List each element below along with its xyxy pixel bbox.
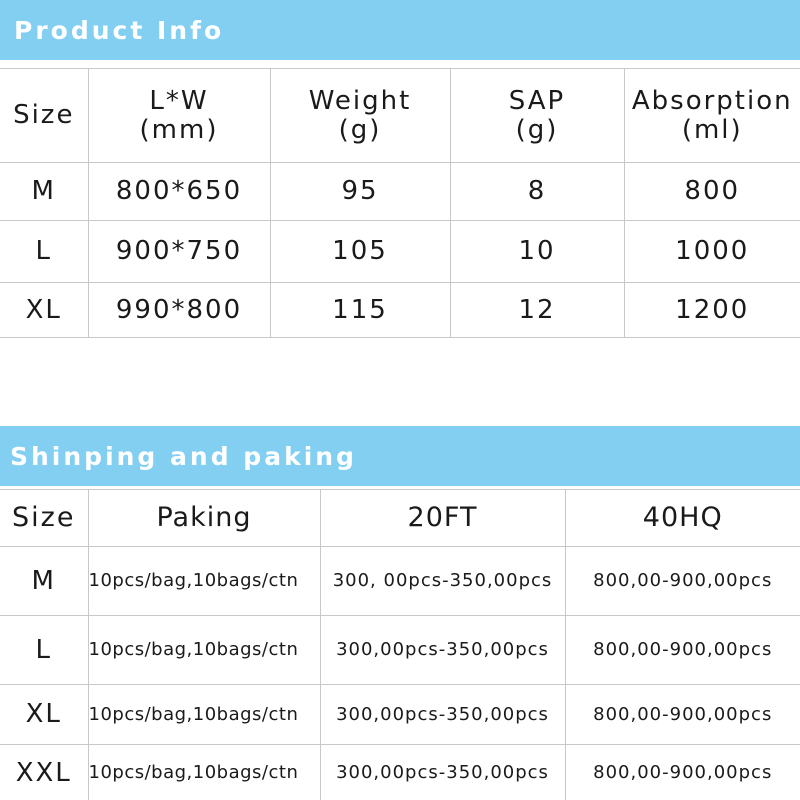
header-40hq: 40HQ	[565, 490, 800, 547]
header-absorption-name: Absorption	[631, 85, 793, 116]
cell-size: XL	[0, 685, 88, 745]
cell-size: M	[0, 163, 88, 221]
header-paking: Paking	[88, 490, 320, 547]
cell-paking: 10pcs/bag,10bags/ctn	[88, 616, 320, 685]
table-row	[0, 685, 800, 745]
product-info-banner	[0, 0, 800, 60]
cell-absorption: 1200	[624, 283, 800, 338]
cell-lw: 990*800	[88, 283, 270, 338]
shipping-banner	[0, 426, 800, 486]
cell-size: L	[0, 616, 88, 685]
cell-lw: 800*650	[88, 163, 270, 221]
cell-weight: 115	[270, 283, 450, 338]
header-weight	[270, 69, 450, 163]
table-row	[0, 221, 800, 283]
cell-weight: 95	[270, 163, 450, 221]
shipping-table	[0, 489, 800, 800]
cell-sap: 8	[450, 163, 624, 221]
cell-20ft: 300,00pcs-350,00pcs	[320, 685, 565, 745]
cell-size: M	[0, 547, 88, 616]
cell-size: XXL	[0, 745, 88, 800]
table-row	[0, 745, 800, 800]
cell-sap: 12	[450, 283, 624, 338]
cell-size: XL	[0, 283, 88, 338]
header-absorption-unit: (ml)	[681, 114, 743, 145]
table-row	[0, 616, 800, 685]
table-row	[0, 163, 800, 221]
product-info-title: Product Info	[14, 15, 225, 45]
header-weight-unit: (g)	[338, 114, 382, 145]
header-20ft: 20FT	[320, 490, 565, 547]
cell-paking: 10pcs/bag,10bags/ctn	[88, 685, 320, 745]
cell-20ft: 300, 00pcs-350,00pcs	[320, 547, 565, 616]
header-sap-name: SAP	[508, 85, 566, 116]
header-lw-name: L*W	[149, 85, 209, 116]
shipping-header-row	[0, 490, 800, 547]
table-row	[0, 547, 800, 616]
cell-20ft: 300,00pcs-350,00pcs	[320, 616, 565, 685]
header-sap	[450, 69, 624, 163]
cell-40hq: 800,00-900,00pcs	[565, 547, 800, 616]
cell-paking: 10pcs/bag,10bags/ctn	[88, 745, 320, 800]
cell-lw: 900*750	[88, 221, 270, 283]
cell-sap: 10	[450, 221, 624, 283]
cell-40hq: 800,00-900,00pcs	[565, 616, 800, 685]
header-size: Size	[0, 69, 88, 163]
cell-40hq: 800,00-900,00pcs	[565, 745, 800, 800]
cell-size: L	[0, 221, 88, 283]
cell-absorption: 1000	[624, 221, 800, 283]
table-row	[0, 283, 800, 338]
cell-absorption: 800	[624, 163, 800, 221]
cell-paking: 10pcs/bag,10bags/ctn	[88, 547, 320, 616]
shipping-title: Shinping and paking	[10, 441, 357, 471]
header-absorption	[624, 69, 800, 163]
product-info-table	[0, 68, 800, 338]
cell-40hq: 800,00-900,00pcs	[565, 685, 800, 745]
header-weight-name: Weight	[308, 85, 412, 116]
header-lw	[88, 69, 270, 163]
cell-weight: 105	[270, 221, 450, 283]
header-lw-unit: (mm)	[139, 114, 219, 145]
cell-20ft: 300,00pcs-350,00pcs	[320, 745, 565, 800]
header-sap-unit: (g)	[515, 114, 559, 145]
product-info-header-row	[0, 69, 800, 163]
header-size: Size	[0, 490, 88, 547]
